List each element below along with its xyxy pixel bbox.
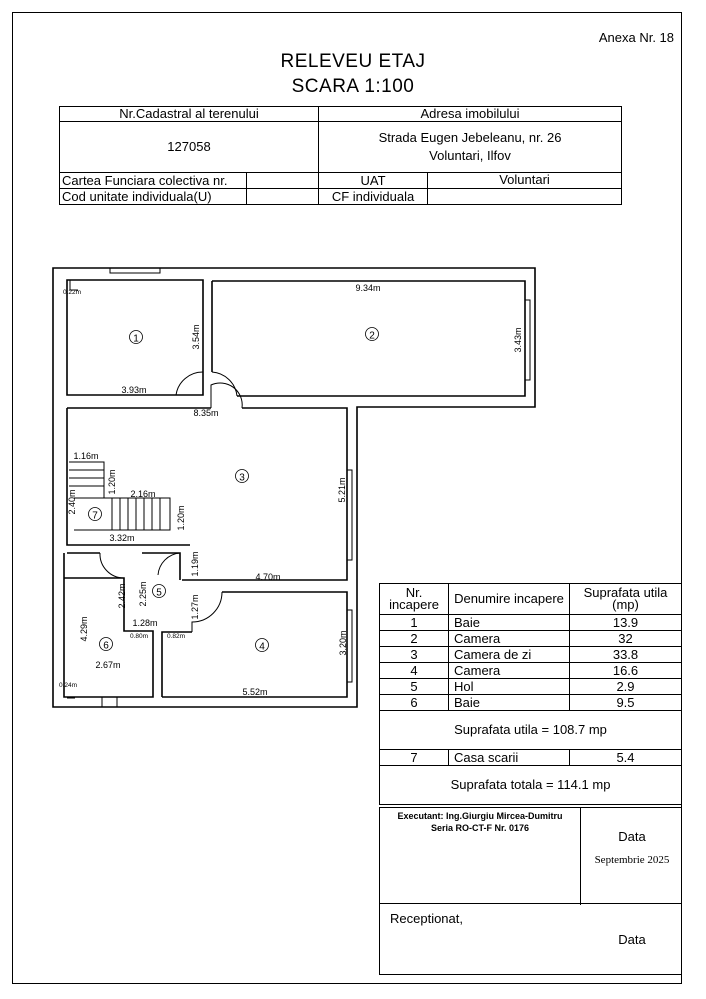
row-nr: 3 (380, 647, 449, 663)
room-3-number: 3 (239, 472, 245, 484)
row-area: 2.9 (570, 679, 682, 695)
row-name: Baie (449, 615, 570, 631)
annex-number: Anexa Nr. 18 (598, 30, 674, 45)
row-name: Camera (449, 631, 570, 647)
door-swing-room-2 (212, 372, 237, 396)
window-room-6 (102, 697, 117, 707)
row-nr: 1 (380, 615, 449, 631)
dim-116: 1.16m (73, 451, 99, 461)
row-area: 16.6 (570, 663, 682, 679)
dim-343: 3.43m (513, 327, 523, 353)
room-6-number: 6 (103, 640, 109, 652)
dim-470: 4.70m (255, 572, 281, 582)
table-row (380, 750, 682, 766)
dim-320: 3.20m (338, 630, 348, 656)
reception-data-label: Data (618, 932, 646, 947)
dim-128: 1.28m (132, 618, 158, 628)
dim-242: 2.42m (117, 583, 127, 609)
cod-label: Cod unitate individuala(U) (60, 189, 247, 204)
corridor-wall (67, 553, 180, 580)
data-label: Data (618, 829, 646, 844)
header-name: Denumire incapere (449, 584, 570, 615)
address-line1: Strada Eugen Jebeleanu, nr. 26 (378, 130, 562, 145)
dim-332: 3.32m (109, 533, 135, 543)
row-area: 9.5 (570, 695, 682, 711)
row-nr: 6 (380, 695, 449, 711)
dim-393: 3.93m (121, 385, 147, 395)
room-5-number: 5 (156, 587, 162, 599)
table-row (380, 663, 682, 679)
door-swing-room-6 (100, 553, 124, 578)
rooms-table (379, 583, 682, 805)
grand-total-area: Suprafata totala = 114.1 mp (380, 766, 682, 805)
dim-240: 2.40m (67, 489, 77, 515)
dim-835: 8.35m (193, 408, 219, 418)
dim-216: 2.16m (130, 489, 156, 499)
cadastral-label: Nr.Cadastral al terenului (60, 107, 319, 122)
dim-120a: 1.20m (107, 469, 117, 495)
dim-934: 9.34m (355, 283, 381, 293)
table-row (380, 695, 682, 711)
row-area: 13.9 (570, 615, 682, 631)
dim-267: 2.67m (95, 660, 121, 670)
corner-ticks (67, 280, 78, 698)
uat-value: Voluntari (428, 173, 622, 189)
executant-box (379, 807, 682, 904)
dim-082: 0.82m (166, 633, 186, 640)
room-1-number: 1 (133, 333, 139, 345)
table-row (380, 647, 682, 663)
dim-521: 5.21m (337, 477, 347, 503)
reception-box (379, 903, 682, 975)
dim-127: 1.27m (190, 594, 200, 620)
row-name: Hol (449, 679, 570, 695)
door-swing-room-1 (176, 372, 203, 395)
row-name: Camera de zi (449, 647, 570, 663)
receptionat-label: Receptionat, (390, 911, 463, 926)
row-nr: 7 (380, 750, 449, 766)
dim-119: 1.19m (190, 551, 200, 577)
dim-429: 4.29m (79, 616, 89, 642)
dim-022: 0.22m (62, 289, 82, 296)
row-area: 33.8 (570, 647, 682, 663)
useful-area-total: Suprafata utila = 108.7 mp (380, 711, 682, 750)
document-scale: SCARA 1:100 (291, 76, 415, 97)
dim-552: 5.52m (242, 687, 268, 697)
header-area: Suprafata utila (mp) (570, 584, 682, 615)
row-name: Casa scarii (449, 750, 570, 766)
cf-label: CF individuala (319, 189, 428, 205)
row-name: Baie (449, 695, 570, 711)
date-value: Septembrie 2025 (594, 854, 670, 866)
cadastral-value: 127058 (60, 122, 319, 173)
header-nr: Nr. incapere (380, 584, 449, 615)
dim-225: 2.25m (138, 581, 148, 607)
executant-series: Seria RO-CT-F Nr. 0176 (430, 823, 530, 833)
row-area: 32 (570, 631, 682, 647)
carte-label: Cartea Funciara colectiva nr. (60, 173, 247, 188)
table-row (380, 631, 682, 647)
row-nr: 4 (380, 663, 449, 679)
address-label: Adresa imobilului (319, 107, 622, 122)
row-nr: 2 (380, 631, 449, 647)
dim-120b: 1.20m (176, 505, 186, 531)
dim-080: 0.80m (129, 633, 149, 640)
document-title: RELEVEU ETAJ (280, 51, 426, 72)
dim-354: 3.54m (191, 324, 201, 350)
door-swing-room-5 (158, 553, 180, 575)
address-line2: Voluntari, Ilfov (429, 148, 511, 163)
executant-name: Executant: Ing.Giurgiu Mircea-Dumitru (397, 811, 563, 821)
dim-024: 0.24m (58, 682, 78, 689)
row-name: Camera (449, 663, 570, 679)
row-area: 5.4 (570, 750, 682, 766)
uat-label: UAT (319, 173, 428, 189)
table-row (380, 615, 682, 631)
table-row (380, 679, 682, 695)
row-nr: 5 (380, 679, 449, 695)
room-4-number: 4 (259, 641, 265, 653)
room-7-number: 7 (92, 510, 98, 522)
room-2-number: 2 (369, 330, 375, 342)
